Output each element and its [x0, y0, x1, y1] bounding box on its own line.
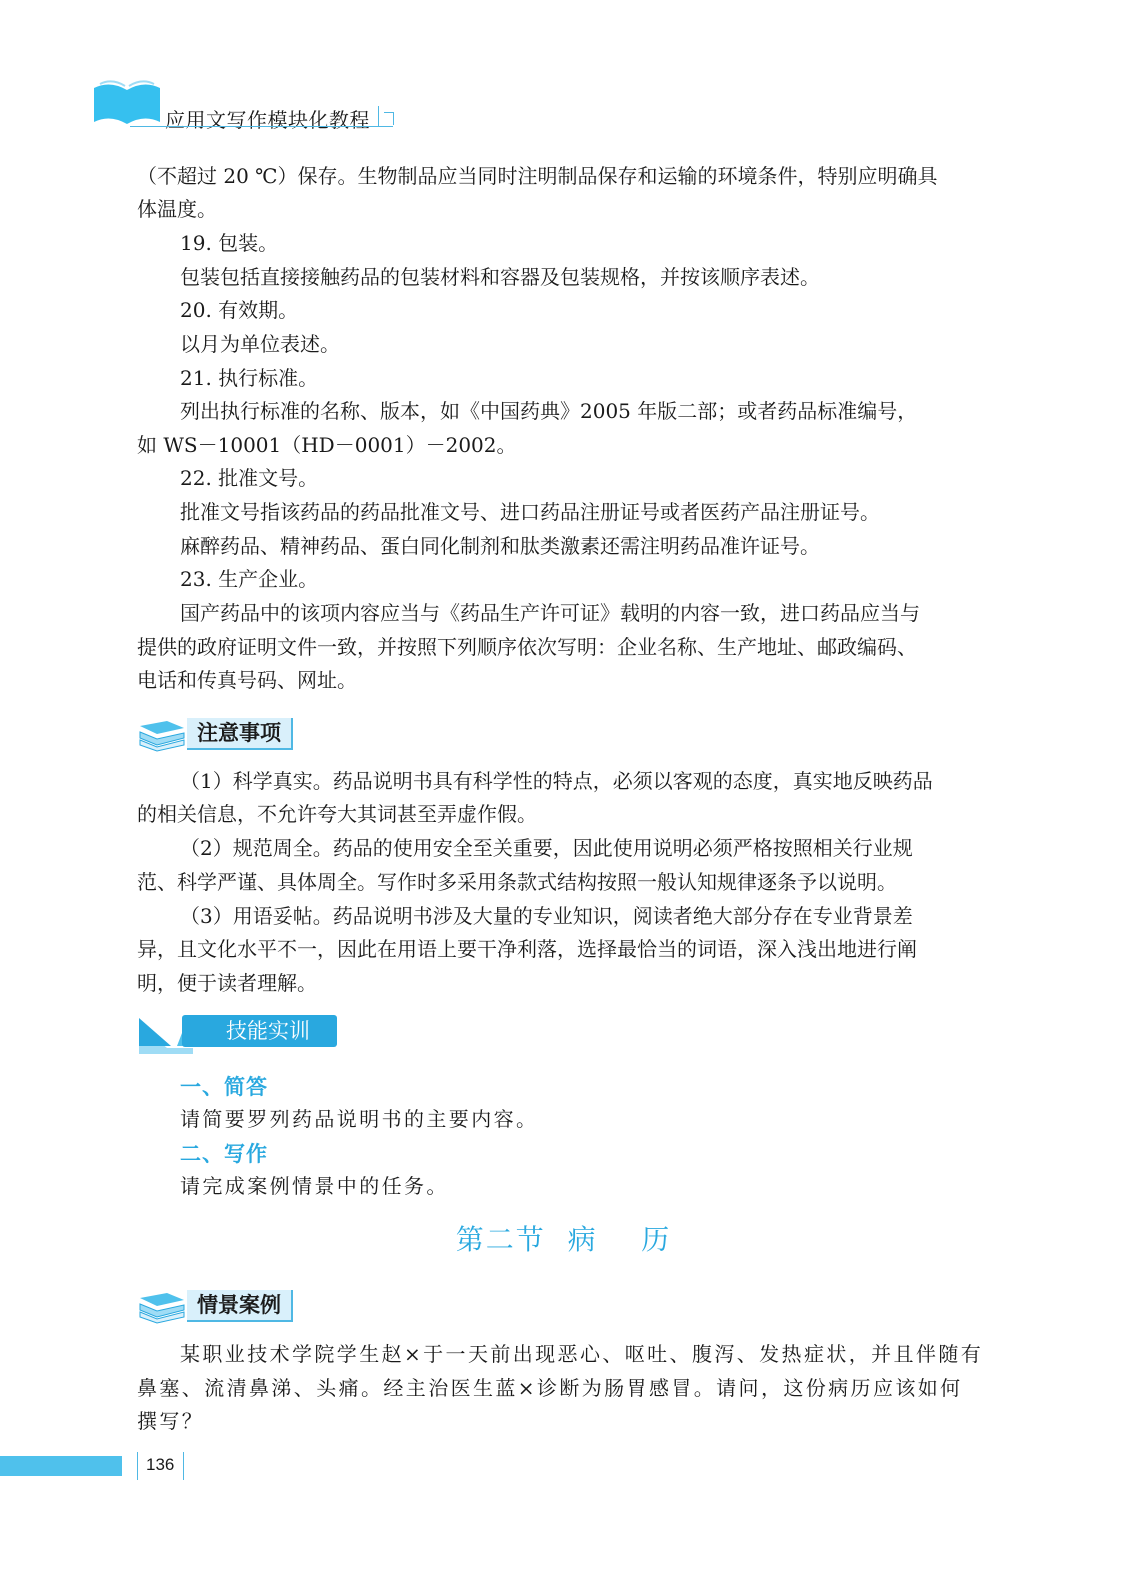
book-title: 应用文写作模块化教程 [165, 108, 370, 132]
case-line: 某职业技术学院学生赵×于一天前出现恶心、呕吐、腹泻、发热症状，并且伴随有 [180, 1342, 984, 1366]
item-heading: 20. 有效期。 [180, 298, 299, 322]
case-line: 鼻塞、流清鼻涕、头痛。经主治医生蓝×诊断为肠胃感冒。请问，这份病历应该如何 [137, 1376, 963, 1400]
skills-sub-heading: 二、写作 [180, 1142, 268, 1166]
body-line: 麻醉药品、精神药品、蛋白同化制剂和肽类激素还需注明药品准许证号。 [180, 534, 820, 558]
header-bracket-inner [384, 112, 394, 125]
note-line: 异，且文化水平不一，因此在用语上要干净利落，选择最恰当的词语，深入浅出地进行阐 [137, 937, 917, 961]
note-line: （2）规范周全。药品的使用安全至关重要，因此使用说明必须严格按照相关行业规 [180, 836, 913, 860]
note-line: （3）用语妥帖。药品说明书涉及大量的专业知识，阅读者绝大部分存在专业背景差 [180, 904, 913, 928]
section-title: 第二节 病 历 [455, 1223, 672, 1256]
body-line: 批准文号指该药品的药品批准文号、进口药品注册证号或者医药产品注册证号。 [180, 500, 880, 524]
stacked-books-icon [137, 718, 187, 752]
footer-divider [183, 1452, 184, 1480]
skills-heading: 技能实训 [182, 1015, 337, 1047]
body-line: 如 WS－10001（HD－0001）－2002。 [137, 433, 517, 457]
body-line: 以月为单位表述。 [180, 332, 340, 356]
stacked-books-icon [137, 1290, 187, 1324]
open-book-icon [92, 78, 162, 128]
case-heading: 情景案例 [187, 1290, 293, 1322]
footer-color-bar [0, 1456, 122, 1476]
body-line: 列出执行标准的名称、版本，如《中国药典》2005 年版二部；或者药品标准编号， [180, 399, 918, 423]
note-line: （1）科学真实。药品说明书具有科学性的特点，必须以客观的态度，真实地反映药品 [180, 769, 933, 793]
note-line: 范、科学严谨、具体周全。写作时多采用条款式结构按照一般认知规律逐条予以说明。 [137, 870, 897, 894]
note-line: 明，便于读者理解。 [137, 971, 317, 995]
footer-divider [137, 1452, 138, 1480]
note-line: 的相关信息，不允许夸大其词甚至弄虚作假。 [137, 802, 537, 826]
skills-sub-heading: 一、简答 [180, 1075, 268, 1099]
body-line: 电话和传真号码、网址。 [137, 668, 357, 692]
body-line: 国产药品中的该项内容应当与《药品生产许可证》载明的内容一致，进口药品应当与 [180, 601, 920, 625]
body-line: 提供的政府证明文件一致，并按照下列顺序依次写明：企业名称、生产地址、邮政编码、 [137, 635, 917, 659]
body-line: 包装包括直接接触药品的包装材料和容器及包装规格，并按该顺序表述。 [180, 265, 820, 289]
skills-task-text: 请完成案例情景中的任务。 [180, 1174, 449, 1198]
item-heading: 22. 批准文号。 [180, 466, 319, 490]
item-heading: 21. 执行标准。 [180, 366, 319, 390]
body-line: 体温度。 [137, 197, 217, 221]
notes-heading: 注意事项 [187, 718, 293, 750]
body-line: （不超过 20 ℃）保存。生物制品应当同时注明制品保存和运输的环境条件，特别应明确具 [137, 164, 938, 188]
case-line: 撰写？ [137, 1409, 205, 1433]
header-underline [130, 126, 378, 127]
item-heading: 19. 包装。 [180, 231, 279, 255]
skills-task-text: 请简要罗列药品说明书的主要内容。 [180, 1107, 539, 1131]
item-heading: 23. 生产企业。 [180, 567, 319, 591]
page-number: 136 [146, 1455, 175, 1474]
